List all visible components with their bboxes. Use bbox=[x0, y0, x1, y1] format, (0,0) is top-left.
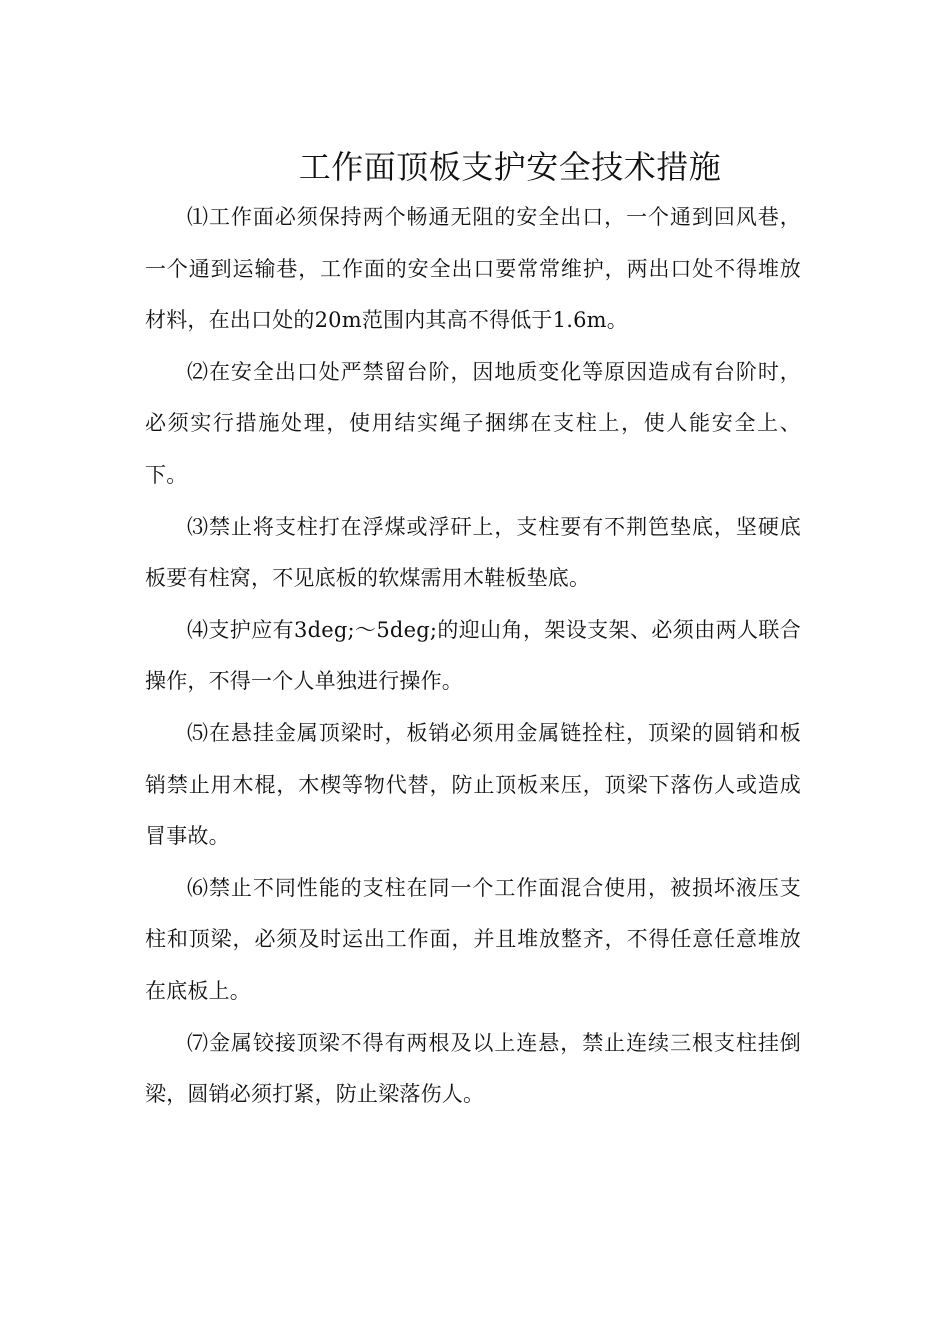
paragraph-6: ⑹禁止不同性能的支柱在同一个工作面混合使用，被损坏液压支柱和顶梁，必须及时运出工作面，并且堆放整齐，不得任意任意堆放在底板上。 bbox=[145, 875, 801, 1003]
paragraph-1: ⑴工作面必须保持两个畅通无阻的安全出口，一个通到回风巷，一个通到运输巷，工作面的安全出口要常常维护，两出口处不得堆放材料，在出口处的20m范围内其高不得低于1.6m。 bbox=[145, 205, 801, 333]
paragraph-5: ⑸在悬挂金属顶梁时，板销必须用金属链拴柱，顶梁的圆销和板销禁止用木棍，木楔等物代替，防止顶板来压，顶梁下落伤人或造成冒事故。 bbox=[145, 720, 801, 849]
paragraph-3: ⑶禁止将支柱打在浮煤或浮矸上，支柱要有不荆笆垫底，坚硬底板要有柱窝，不见底板的软煤需用木鞋板垫底。 bbox=[145, 514, 801, 591]
paragraph-2: ⑵在安全出口处严禁留台阶，因地质变化等原因造成有台阶时，必须实行措施处理，使用结实绳子捆绑在支柱上，使人能安全上、下。 bbox=[145, 359, 801, 487]
document-body bbox=[145, 192, 801, 1121]
document-title: 工作面顶板支护安全技术措施 bbox=[298, 148, 722, 187]
paragraph-4: ⑷支护应有3deg;～5deg;的迎山角，架设支架、必须由两人联合操作，不得一个人单独进行操作。 bbox=[145, 617, 801, 694]
paragraph-7: ⑺金属铰接顶梁不得有两根及以上连悬，禁止连续三根支柱挂倒梁，圆销必须打紧，防止梁落伤人。 bbox=[145, 1030, 801, 1107]
